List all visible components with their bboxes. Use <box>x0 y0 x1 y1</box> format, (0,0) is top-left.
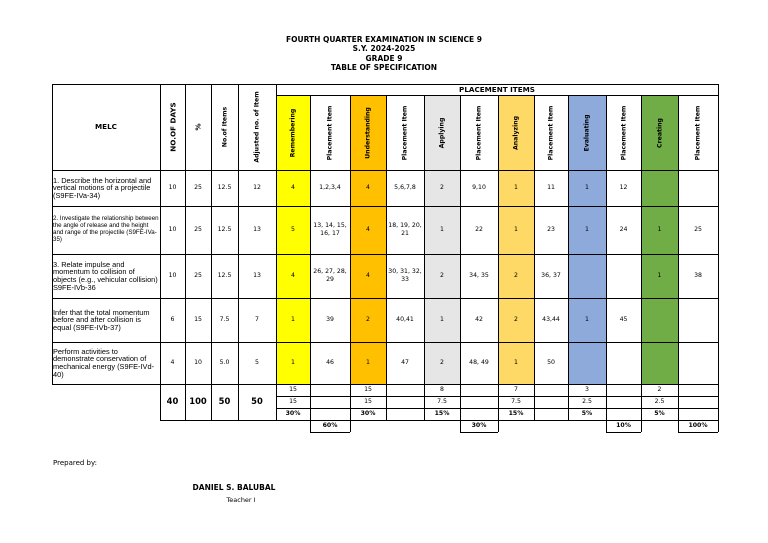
total-days: 40 <box>166 396 179 407</box>
total-items: 50 <box>218 396 231 407</box>
app-placement-cell: 48, 49 <box>469 359 489 367</box>
ana-count-cell: 1 <box>514 184 518 192</box>
melc-cell: 3. Relate impulse and momentum to collision of objects (e.g., vehicular collision) S9FE-IVb-36 <box>53 259 158 292</box>
grid-line <box>606 432 641 433</box>
document-title-block <box>0 35 768 72</box>
lower-order-percent: 60% <box>322 422 338 430</box>
grid-line <box>718 420 719 432</box>
teacher-name: DANIEL S. BALUBAL <box>192 483 276 492</box>
und-level-header <box>350 95 386 170</box>
rem-placement-header <box>310 95 350 170</box>
grid-line <box>498 420 499 432</box>
app-placement-cell: 42 <box>475 316 483 324</box>
grid-line <box>52 84 718 85</box>
und-placement-cell: 40,41 <box>396 316 414 324</box>
app-total-line: 8 <box>440 386 444 394</box>
grid-line <box>276 396 718 397</box>
placement-item-label: Placement Item <box>401 105 409 160</box>
rem-level-header <box>276 95 310 170</box>
eva-total-line: 5% <box>581 410 593 418</box>
level-label: Understanding <box>364 106 372 159</box>
level-label: Analyzing <box>512 115 520 150</box>
app-count-cell: 2 <box>440 359 444 367</box>
grid-line <box>276 95 718 96</box>
adjusted-items-header <box>238 84 276 170</box>
app-level-header <box>424 95 460 170</box>
melc-cell: Perform activities to demonstrate conservation of mechanical energy (S9FE-IVd-40) <box>53 346 155 379</box>
grid-line <box>498 95 499 420</box>
cre-level-header <box>641 95 678 170</box>
grid-line <box>160 420 718 421</box>
rem-placement-cell: 26, 27, 28, 29 <box>313 268 347 283</box>
items-cell: 12.5 <box>217 226 232 234</box>
app-placement-header <box>460 95 498 170</box>
eva-placement-header <box>606 95 641 170</box>
cre-placement-cell <box>678 170 718 206</box>
app-total-line: 7.5 <box>437 398 447 406</box>
days-cell: 6 <box>170 316 175 324</box>
ana-count-cell: 2 <box>514 272 518 280</box>
und-placement-cell: 30, 31, 32, 33 <box>388 268 422 283</box>
items-cell: 5.0 <box>219 359 230 367</box>
grid-line <box>276 408 718 409</box>
grid-line <box>52 84 53 384</box>
ana-count-cell: 1 <box>514 359 518 367</box>
placement-item-label: Placement Item <box>620 105 627 160</box>
ana-placement-header <box>534 95 568 170</box>
grid-line <box>350 95 351 420</box>
eva-placement-cell <box>606 254 641 298</box>
app-total-line: 15% <box>434 410 450 418</box>
cre-total-line: 5% <box>654 410 665 418</box>
days-cell: 10 <box>168 226 177 234</box>
grid-line <box>678 432 718 433</box>
app-placement-cell: 22 <box>475 226 483 234</box>
title-line: FOURTH QUARTER EXAMINATION IN SCIENCE 9 <box>286 35 482 44</box>
grid-line <box>52 384 718 385</box>
eva-count-cell: 1 <box>585 226 589 234</box>
days-header-label: NO.OF DAYS <box>168 102 177 152</box>
items-header <box>211 84 238 170</box>
title-line: TABLE OF SPECIFICATION <box>330 62 438 72</box>
grid-line <box>350 420 351 432</box>
middle-order-percent: 30% <box>471 422 487 430</box>
grid-line <box>424 95 425 420</box>
cre-placement-header <box>678 95 718 170</box>
eva-total-line: 2.5 <box>582 398 592 406</box>
eva-count-cell <box>568 342 606 384</box>
pct-cell: 15 <box>194 316 202 324</box>
app-count-cell: 1 <box>440 226 444 234</box>
grid-line <box>276 84 277 420</box>
melc-cell: 2. Investigate the relationship between the angle of release and the height and range of the projectile (S9FE-IVa-35) <box>53 215 159 243</box>
rem-count-cell: 1 <box>291 316 295 324</box>
grid-line <box>641 420 642 432</box>
eva-placement-cell: 12 <box>619 184 628 192</box>
grid-line <box>534 95 535 420</box>
eva-placement-cell: 24 <box>619 226 628 234</box>
pct-cell: 25 <box>194 272 202 280</box>
ana-count-cell: 1 <box>514 226 518 234</box>
grid-line <box>185 84 186 420</box>
rem-count-cell: 4 <box>291 184 295 192</box>
adj-cell: 5 <box>255 359 259 367</box>
total-adj: 50 <box>251 396 263 407</box>
und-placement-cell: 47 <box>401 359 409 367</box>
app-count-cell: 2 <box>440 184 444 192</box>
cre-count-cell <box>641 170 678 206</box>
cre-placement-cell: 38 <box>694 272 702 280</box>
rem-count-cell: 1 <box>291 359 295 367</box>
eva-count-cell: 1 <box>585 184 589 192</box>
days-header <box>160 84 185 170</box>
melc-cell: Infer that the total momentum before and after collision is equal (S9FE-IVb-37) <box>53 307 150 332</box>
grid-line <box>52 298 718 299</box>
grid-line <box>460 95 461 420</box>
grid-line <box>678 95 679 420</box>
grid-line <box>718 84 719 420</box>
adjusted-items-header-label: Adjusted no. of Item <box>253 91 261 163</box>
ana-placement-cell: 36, 37 <box>541 272 561 280</box>
grid-line <box>641 95 642 420</box>
grid-line <box>606 420 607 432</box>
und-placement-cell: 18, 19, 20, 21 <box>388 222 422 237</box>
items-cell: 7.5 <box>219 316 230 324</box>
cre-placement-cell: 25 <box>694 226 702 234</box>
grid-line <box>678 420 679 432</box>
cre-count-cell: 1 <box>657 272 662 280</box>
ana-placement-cell: 50 <box>547 359 555 367</box>
ana-level-header <box>498 95 534 170</box>
level-label: Evaluating <box>583 113 591 152</box>
rem-placement-cell: 1,2,3,4 <box>319 184 341 192</box>
level-label: Applying <box>438 117 446 148</box>
grid-line <box>310 432 350 433</box>
teacher-role: Teacher I <box>226 496 256 504</box>
prepared-by-label: Prepared by: <box>53 459 97 467</box>
und-total-line: 15 <box>364 386 372 394</box>
higher-order-percent: 10% <box>616 422 631 430</box>
cre-count-cell: 1 <box>657 226 662 234</box>
grid-line <box>238 84 239 420</box>
rem-placement-cell: 39 <box>326 316 334 324</box>
cre-count-cell <box>641 342 678 384</box>
items-cell: 12.5 <box>217 272 232 280</box>
und-count-cell: 2 <box>366 316 370 324</box>
cre-placement-cell <box>678 298 718 342</box>
grid-line <box>460 420 461 432</box>
und-placement-header <box>386 95 424 170</box>
eva-placement-cell <box>606 342 641 384</box>
und-count-cell: 4 <box>366 272 370 280</box>
eva-placement-cell: 45 <box>619 316 628 324</box>
placement-item-label: Placement Item <box>326 105 334 160</box>
und-count-cell: 1 <box>366 359 370 367</box>
melc-header: MELC <box>95 122 117 132</box>
eva-total-line: 3 <box>585 386 589 394</box>
total-pct: 100 <box>189 396 207 407</box>
app-placement-cell: 34, 35 <box>469 272 489 280</box>
items-cell: 12.5 <box>217 184 232 192</box>
placement-item-label: Placement Item <box>475 105 483 160</box>
grid-line <box>160 84 161 420</box>
ana-placement-cell: 43,44 <box>542 316 560 324</box>
ana-total-line: 15% <box>508 410 524 418</box>
ana-total-line: 7 <box>514 386 518 394</box>
grid-line <box>310 95 311 420</box>
cre-total-line: 2 <box>657 386 662 394</box>
und-count-cell: 4 <box>366 226 370 234</box>
ana-total-line: 7.5 <box>511 398 521 406</box>
adj-cell: 7 <box>255 316 259 324</box>
app-count-cell: 2 <box>440 272 444 280</box>
pct-cell: 10 <box>194 359 202 367</box>
level-label: Creating <box>656 117 663 148</box>
adj-cell: 12 <box>253 184 261 192</box>
und-count-cell: 4 <box>366 184 370 192</box>
grid-line <box>211 84 212 420</box>
grand-total-percent: 100% <box>688 422 708 430</box>
days-cell: 10 <box>168 184 177 192</box>
adj-cell: 13 <box>253 272 261 280</box>
grid-line <box>310 420 311 432</box>
eva-count-cell: 1 <box>585 316 589 324</box>
placement-item-label: Placement Item <box>694 105 702 160</box>
cre-count-cell <box>641 298 678 342</box>
rem-placement-cell: 13, 14, 15, 16, 17 <box>313 222 347 237</box>
placement-item-label: Placement Item <box>547 105 555 160</box>
cre-total-line: 2.5 <box>654 398 665 406</box>
days-cell: 10 <box>168 272 177 280</box>
pct-cell: 25 <box>194 184 202 192</box>
rem-total-line: 15 <box>289 386 297 394</box>
grid-line <box>52 254 718 255</box>
grid-line <box>52 206 718 207</box>
ana-placement-cell: 11 <box>547 184 555 192</box>
rem-placement-cell: 46 <box>326 359 334 367</box>
cre-placement-cell <box>678 342 718 384</box>
grid-line <box>460 432 498 433</box>
app-placement-cell: 9,10 <box>472 184 486 192</box>
app-count-cell: 1 <box>440 316 444 324</box>
rem-count-cell: 4 <box>291 272 295 280</box>
rem-count-cell: 5 <box>291 226 295 234</box>
und-total-line: 30% <box>360 410 376 418</box>
rem-total-line: 15 <box>289 398 297 406</box>
rem-total-line: 30% <box>285 410 301 418</box>
grid-line <box>568 95 569 420</box>
placement-items-header: PLACEMENT ITEMS <box>459 84 535 94</box>
items-header-label: No.of Items <box>221 106 228 148</box>
grid-line <box>386 95 387 420</box>
pct-cell: 25 <box>194 226 202 234</box>
level-label: Remembering <box>289 108 297 157</box>
percent-header-label: % <box>193 123 203 131</box>
grid-line <box>52 170 718 171</box>
und-placement-cell: 5,6,7,8 <box>394 184 416 192</box>
melc-cell: 1. Describe the horizontal and vertical motions of a projectile (S9FE-IVa-34) <box>53 175 152 200</box>
und-total-line: 15 <box>364 398 372 406</box>
grid-line <box>52 342 718 343</box>
days-cell: 4 <box>170 359 175 367</box>
eva-level-header <box>568 95 606 170</box>
eva-count-cell <box>568 254 606 298</box>
title-line: GRADE 9 <box>365 53 403 63</box>
title-line: S.Y. 2024-2025 <box>352 44 416 54</box>
percent-header <box>185 84 211 170</box>
ana-count-cell: 2 <box>514 316 518 324</box>
adj-cell: 13 <box>253 226 261 234</box>
grid-line <box>606 95 607 420</box>
ana-placement-cell: 23 <box>547 226 555 234</box>
